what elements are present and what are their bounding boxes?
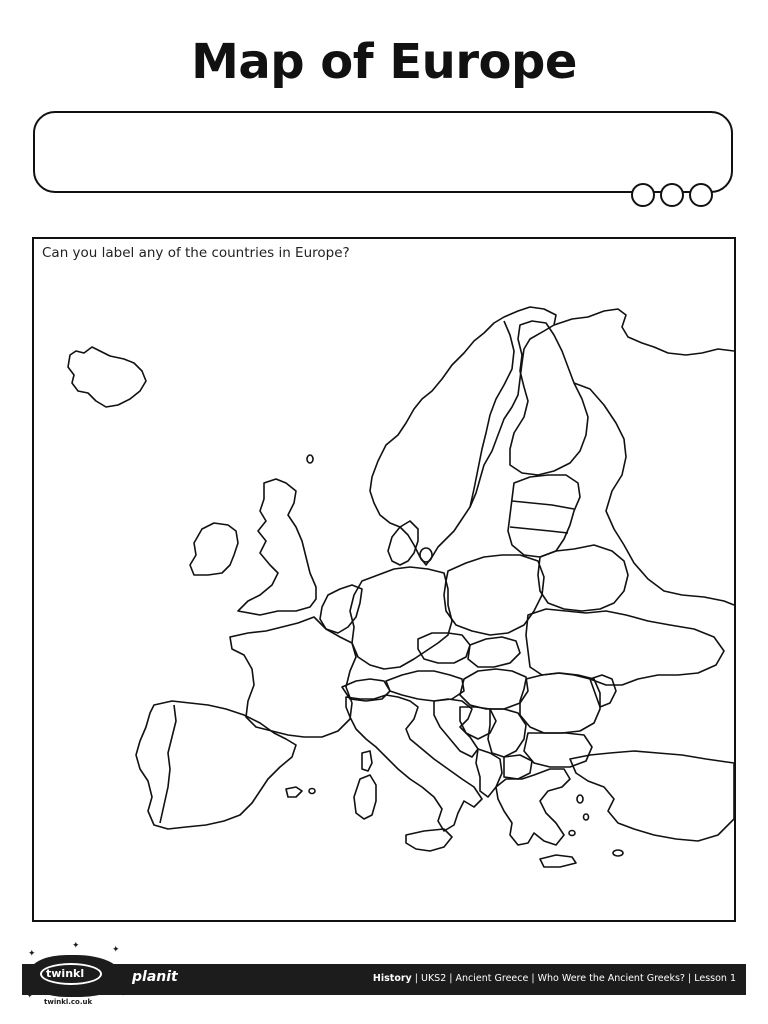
footer-crumb: Lesson 1 xyxy=(694,973,736,984)
footer-subject: History xyxy=(372,973,412,984)
montenegro-albania-outline xyxy=(476,749,502,797)
map-frame xyxy=(32,237,736,922)
aegean-island-outline xyxy=(584,814,589,820)
romania-outline xyxy=(520,673,600,733)
baltic-states-outline xyxy=(508,475,580,557)
cyprus-outline xyxy=(613,850,623,856)
turkey-outline xyxy=(570,751,734,841)
bubble-circle xyxy=(631,183,655,207)
slovakia-outline xyxy=(468,637,520,667)
logo-url: twinkl.co.uk xyxy=(44,998,93,1006)
italy-outline xyxy=(346,695,482,831)
footer-crumb: Who Were the Ancient Greeks? xyxy=(537,973,685,984)
spain-portugal-border xyxy=(160,705,176,823)
star-icon: ✦ xyxy=(28,949,36,959)
star-icon: ✦ xyxy=(120,989,128,999)
sicily-outline xyxy=(406,829,452,851)
isle-outline xyxy=(307,455,313,463)
belarus-outline xyxy=(538,545,628,611)
planit-brand: planit xyxy=(132,969,178,985)
bubble-circle xyxy=(689,183,713,207)
corsica-outline xyxy=(362,751,372,771)
latvia-lithuania-border xyxy=(510,527,568,533)
name-entry-box[interactable] xyxy=(33,111,733,193)
page-title: Map of Europe xyxy=(191,34,577,90)
aegean-island-outline xyxy=(577,795,583,803)
bubble-circle xyxy=(660,183,684,207)
europe-outline-map xyxy=(34,239,734,920)
balearic-outline xyxy=(286,787,302,797)
name-entry-field[interactable] xyxy=(45,121,721,183)
germany-outline xyxy=(350,567,452,669)
iberia-outline xyxy=(136,701,296,829)
footer-crumb: Ancient Greece xyxy=(455,973,529,984)
russia-west-border xyxy=(574,383,734,605)
greece-outline xyxy=(496,769,570,845)
footer-breadcrumb: History | UKS2 | Ancient Greece | Who Were the Ancient Greeks? | Lesson 1 xyxy=(372,973,736,984)
estonia-latvia-border xyxy=(512,501,574,509)
finland-outline xyxy=(510,321,588,475)
star-icon: ✦ xyxy=(26,991,34,1001)
macedonia-outline xyxy=(504,755,532,779)
ireland-outline xyxy=(190,523,238,575)
logo-wordmark: twinkl xyxy=(46,967,85,980)
france-outline xyxy=(230,617,356,737)
poland-outline xyxy=(444,555,544,635)
great-britain-outline xyxy=(238,479,316,615)
sardinia-outline xyxy=(354,775,376,819)
map-prompt: Can you label any of the countries in Europe? xyxy=(42,245,350,261)
crete-outline xyxy=(540,855,576,867)
russia-north-coast xyxy=(554,309,734,355)
star-icon: ✦ xyxy=(112,945,120,955)
thought-bubbles xyxy=(631,183,715,207)
iceland-outline xyxy=(68,347,146,407)
hungary-outline xyxy=(460,669,528,709)
bulgaria-outline xyxy=(524,733,592,767)
footer-crumb: UKS2 xyxy=(421,973,447,984)
danish-island-outline xyxy=(420,548,432,562)
balearic-small-outline xyxy=(309,789,315,794)
aegean-island-outline xyxy=(569,831,575,836)
scandinavia-outline xyxy=(370,307,556,565)
star-icon: ✦ xyxy=(72,941,80,951)
